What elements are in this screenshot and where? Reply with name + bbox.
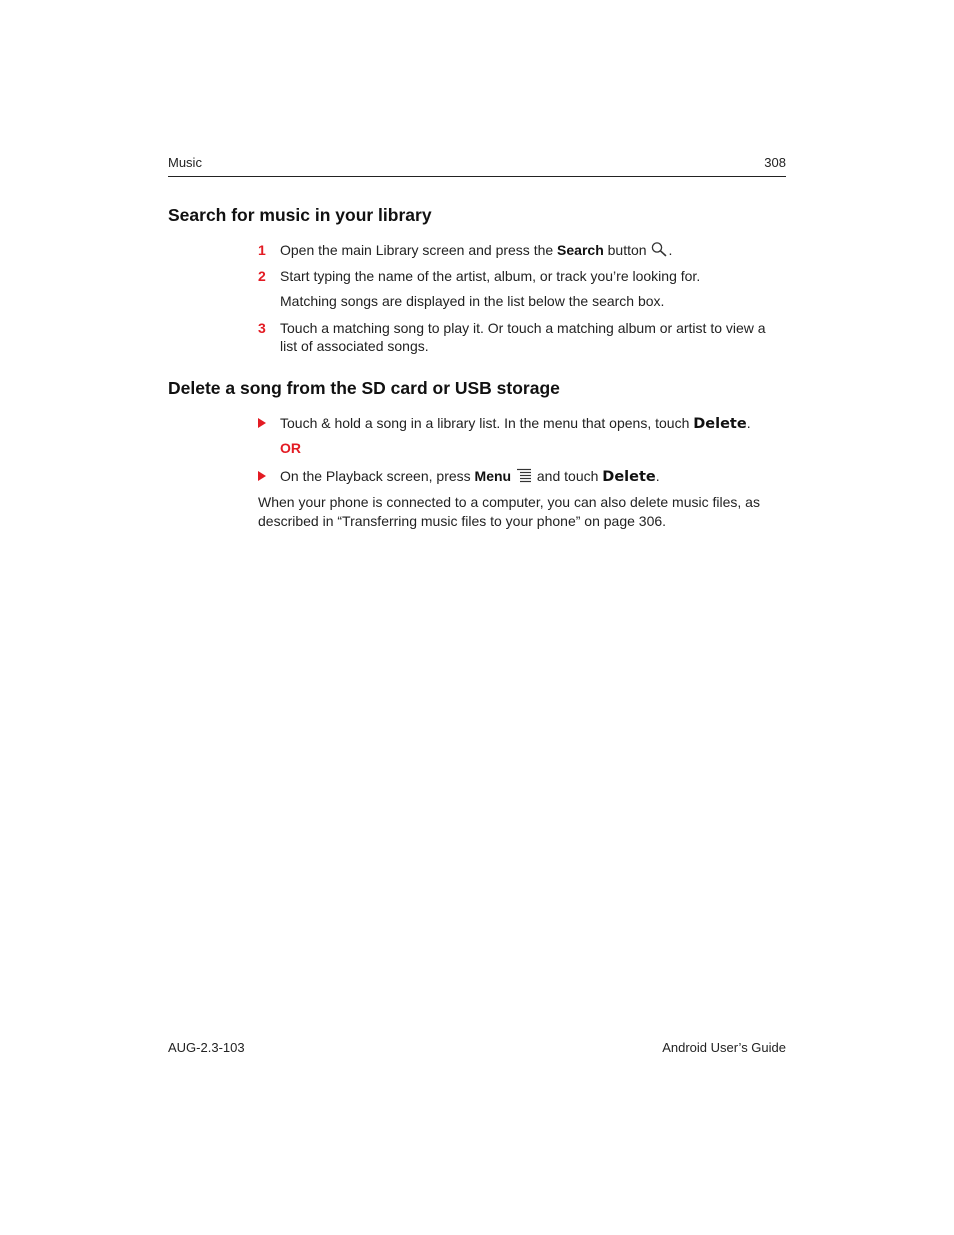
step-text: Start typing the name of the artist, album, or track you’re looking for. [280,268,701,284]
running-header-section: Music [168,155,202,170]
bullet-triangle-icon [258,471,266,481]
footer-code: AUG-2.3-103 [168,1040,245,1055]
step-number: 3 [258,320,266,336]
step-text: Open the main Library screen and press the Search button . [280,241,786,261]
step-text: Touch a matching song to play it. Or touch a matching album or artist to view a list of associated songs. [280,320,766,354]
step-number: 1 [258,242,266,258]
menu-icon [515,467,533,487]
page-number: 308 [764,155,786,170]
bullet-triangle-icon [258,418,266,428]
body-paragraph: When your phone is connected to a computer, you can also delete music files, as described in “Transferring music files to your phone” on page 306. [258,494,760,529]
step-number: 2 [258,268,266,284]
section-heading-delete: Delete a song from the SD card or USB storage [168,378,560,398]
section-heading-search: Search for music in your library [168,205,432,225]
step-subtext: Matching songs are displayed in the list below the search box. [280,293,665,309]
header-rule [168,176,786,177]
footer-title: Android User’s Guide [662,1040,786,1055]
bullet-text: On the Playback screen, press Menu and touch Delete. [280,467,786,487]
search-icon [650,241,668,261]
or-label: OR [280,440,301,456]
bullet-text: Touch & hold a song in a library list. In the menu that opens, touch Delete. [280,415,751,432]
